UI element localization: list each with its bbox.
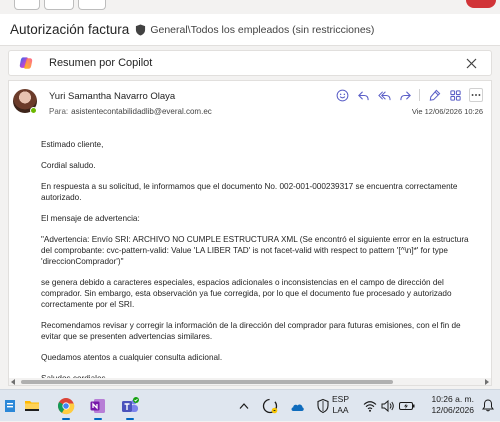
wifi-icon (363, 400, 377, 412)
clock-time: 10:26 a. m. (431, 394, 474, 404)
more-actions-button[interactable] (469, 88, 483, 102)
ribbon-tab-stub[interactable] (14, 0, 40, 10)
volume-status[interactable] (380, 400, 396, 412)
reply-all-icon (378, 89, 391, 102)
chevron-up-icon (239, 402, 249, 410)
notifications-button[interactable] (482, 399, 494, 417)
reply-all-button[interactable] (377, 88, 391, 102)
keyboard-layout: LAA (332, 405, 349, 415)
reply-icon (357, 89, 370, 102)
recipient-address[interactable]: asistentecontabilidadlib@everal.com.ec (71, 107, 212, 116)
scrollbar-thumb[interactable] (21, 380, 393, 384)
close-icon[interactable] (466, 58, 477, 69)
language-code: ESP (332, 394, 350, 404)
scroll-left-icon[interactable] (11, 379, 15, 385)
body-paragraph: se genera debido a caracteres especiales, espacios adicionales o inconsistencias en el campo de dirección del comprador. Sin embargo, esta observación ya fue corregida, por lo que el documento fue procesado y autorizado correctamente por el SRI. (41, 278, 452, 309)
sync-icon (262, 398, 278, 414)
bell-icon (482, 399, 494, 412)
security-shield-icon (317, 399, 329, 413)
chrome-icon (57, 397, 75, 415)
taskbar (0, 389, 500, 421)
battery-status[interactable] (398, 401, 416, 411)
task-view-icon (5, 398, 19, 414)
forward-button[interactable] (398, 88, 412, 102)
teams-icon (120, 397, 140, 415)
sensitivity-label[interactable]: General\Todos los empleados (sin restricciones) (150, 23, 375, 36)
taskbar-app-teams[interactable] (118, 394, 142, 418)
window-close-button[interactable] (466, 0, 496, 8)
tray-security[interactable] (312, 399, 334, 413)
horizontal-scrollbar[interactable] (8, 378, 492, 386)
quick-settings[interactable] (362, 390, 416, 422)
apps-button[interactable] (448, 88, 462, 102)
more-icon (470, 89, 482, 101)
body-paragraph: "Advertencia: Envío SRI: ARCHIVO NO CUMPLE ESTRUCTURA XML (Se encontró el siguiente error en la estructura del comprobante: cvc-pattern-valid: Value 'LA LIBER TAD' is not facet-valid with respect to pattern '[^\n]*' for type 'direccionComprador')" (41, 235, 469, 266)
language-indicator[interactable] (332, 394, 349, 416)
body-paragraph: Cordial saludo. (41, 161, 96, 170)
battery-charging-icon (399, 401, 415, 411)
message-subject: Autorización factura (10, 22, 130, 37)
cloud-icon (289, 400, 305, 412)
reply-button[interactable] (356, 88, 370, 102)
onenote-icon (89, 397, 107, 415)
taskbar-app-file-explorer[interactable] (20, 394, 44, 418)
copilot-icon (19, 56, 33, 70)
message-body (41, 139, 477, 405)
smiley-icon (336, 89, 349, 102)
window-top-strip (0, 0, 500, 14)
forward-icon (399, 89, 412, 102)
body-paragraph: Recomendamos revisar y corregir la información de la dirección del comprador para futuras emisiones, con el fin de evitar que se presenten advertencias similares. (41, 321, 461, 341)
wifi-status[interactable] (362, 400, 378, 412)
shield-icon (135, 24, 146, 36)
body-paragraph: Quedamos atentos a cualquier consulta adicional. (41, 353, 223, 362)
clock-date: 12/06/2026 (431, 405, 474, 415)
body-paragraph: Estimado cliente, (41, 140, 104, 149)
recipient-line (49, 107, 212, 116)
sparkle-icon (428, 89, 441, 102)
toolbar-separator (419, 89, 420, 101)
message-pane (8, 80, 492, 378)
ribbon-tab-stub[interactable] (44, 0, 74, 10)
presence-available-icon (30, 107, 37, 114)
subject-bar (0, 14, 500, 46)
to-label: Para: (49, 107, 69, 116)
file-explorer-icon (23, 397, 41, 415)
taskbar-app-chrome[interactable] (54, 394, 78, 418)
show-hidden-icons-button[interactable] (236, 402, 252, 410)
copilot-action-button[interactable] (427, 88, 441, 102)
speaker-icon (381, 400, 395, 412)
message-date: Vie 12/06/2026 10:26 (411, 107, 483, 116)
body-paragraph: En respuesta a su solicitud, le informamos que el documento No. 002-001-000239317 se encuentra correctamente autorizado. (41, 182, 458, 202)
tray-sync-app[interactable] (258, 398, 282, 414)
tray-onedrive[interactable] (286, 400, 308, 412)
copilot-summary-bar[interactable] (8, 50, 492, 76)
scroll-right-icon[interactable] (485, 379, 489, 385)
emoji-reaction-button[interactable] (335, 88, 349, 102)
clock[interactable] (431, 394, 474, 416)
apps-grid-icon (449, 89, 462, 102)
copilot-summary-label[interactable]: Resumen por Copilot (49, 57, 153, 69)
message-actions (335, 88, 483, 102)
system-tray (236, 390, 334, 422)
taskbar-app-onenote[interactable] (86, 394, 110, 418)
sender-name[interactable]: Yuri Samantha Navarro Olaya (49, 91, 176, 102)
ribbon-tab-stub[interactable] (78, 0, 106, 10)
body-paragraph: El mensaje de advertencia: (41, 214, 140, 223)
